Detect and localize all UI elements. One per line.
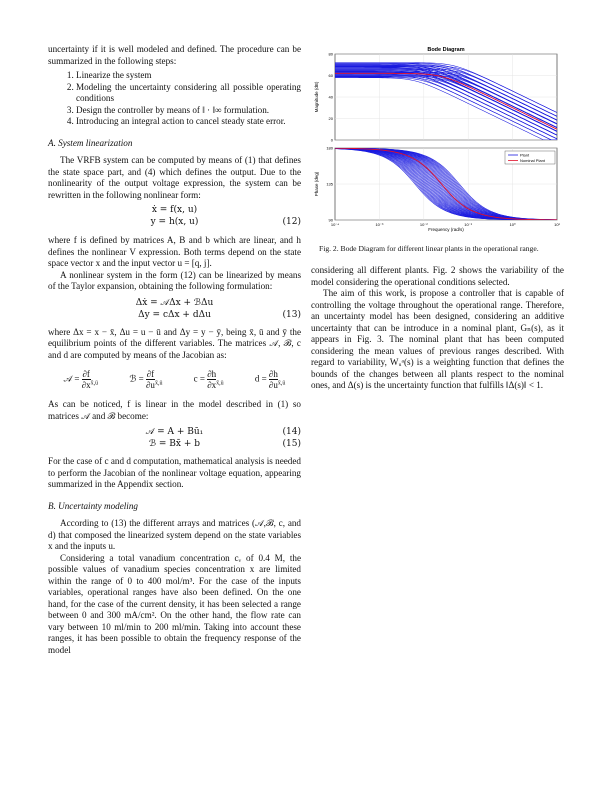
x-tick-label: 10⁻³ xyxy=(375,222,384,227)
equations-14-15 xyxy=(48,427,301,451)
eq13-number: (13) xyxy=(282,309,301,320)
paragraph-b1: According to (13) the different arrays and matrices (𝒜,ℬ, c, and d) that composed the linearized system depend on the state variables x and the inputs u. xyxy=(48,518,301,551)
step-item: 3. Design the controller by means of ‖ · ‖∞ formulation. xyxy=(76,105,301,117)
section-a-title: A. System linearization xyxy=(48,137,133,148)
eq12-line2: y = h(x, u) xyxy=(150,217,199,227)
magnitude-tick-label: 40 xyxy=(328,94,333,100)
paragraph-a4: where Δx = x − x̄, Δu = u − ū and Δy = y − ȳ, being x̄, ū and ȳ the equilibrium points of the different variables. The matrices 𝒜, ℬ, c and d are computed by means of the Jacobian as: xyxy=(48,326,301,360)
phase-axis-label: Phase (deg) xyxy=(314,171,319,197)
step-item: 2. Modeling the uncertainty considering all possible operating conditions xyxy=(76,82,301,105)
phase-tick-label: 135 xyxy=(326,181,333,187)
paragraph-b2: Considering a total vanadium concentration cᵥ of 0.4 M, the possible values of vanadium species concentration x are limited within the range of 0 to 400 mol/m³. For the case of the inputs variables, operational ranges have also been defined. On the one hand, for the case of the current density, it has been selected a range between 0 and 300 mA/cm². On the other hand, the flow rate can vary between 10 ml/min to 200 ml/min. Taking into account these ranges, it has been possible to obtain the frequency response of the model xyxy=(48,552,301,655)
intro-paragraph: uncertainty if it is well modeled and defined. The procedure can be summarized in the following steps: xyxy=(48,44,301,66)
paragraph-a2: where f is defined by matrices A, B and b which are linear, and h defines the nonlinear V expression. Both terms depend on the state space vector x and the input vector u = [q, j]. xyxy=(48,235,301,268)
x-tick-label: 10¹ xyxy=(554,222,560,227)
section-b-title: B. Uncertainty modeling xyxy=(48,500,138,511)
equation-13 xyxy=(48,298,301,322)
legend-nominal-label: Nominal Plant xyxy=(520,158,545,163)
right-column xyxy=(311,44,564,392)
paragraph-a6: For the case of c and d computation, mathematical analysis is needed to perform the Jacobian of the nonlinear voltage equation, appearing summarized in the Appendix section. xyxy=(48,456,301,489)
step-item: 1. Linearize the system xyxy=(76,70,301,82)
eq12-number: (12) xyxy=(282,217,301,227)
paragraph-r2: The aim of this work, is propose a controller that is capable of controlling the voltage throughout the operational range. Therefore, an uncertainty model has been designed, considering an additive uncertainty that can be introduce in a nominal plant, Gₙ(s), as it appears in Fig. 3. The nominal plant that has been computed considering the mean values of previous ranges described. With regard to variability, Wᵤᵃ(s) is a weighting function that defines the bounds of the changes between all plants respect to the nominal ones, and Δ(s) is the uncertainty function that fulfills ‖Δ(s)‖ < 1. xyxy=(311,288,564,390)
paragraph-a3: A nonlinear system in the form (12) can be linearized by means of the Taylor expansion, obtaining the following formulation: xyxy=(48,269,301,291)
step-item: 4. Introducing an integral action to cancel steady state error. xyxy=(76,116,301,128)
eq15-number: (15) xyxy=(282,439,301,449)
paragraph-a5: As can be noticed, f is linear in the model described in (1) so matrices 𝒜 and ℬ become: xyxy=(48,399,301,421)
phase-tick-label: 180 xyxy=(326,145,333,151)
figure-caption: Fig. 2. Bode Diagram for different linear plants in the operational range. xyxy=(319,244,539,253)
jacobian-equations xyxy=(48,365,301,393)
paragraph-a1: The VRFB system can be computed by means of (1) that defines the state space part, and (4) which defines the output. Due to the nonlinearity of the output voltage expression, the system can be rewritten in the following nonlinear form: xyxy=(48,155,301,200)
paragraph-r1: considering all different plants. Fig. 2 shows the variability of the model considering the operational conditions selected. xyxy=(311,265,564,287)
x-tick-label: 10⁻¹ xyxy=(464,222,473,227)
chart-title: Bode Diagram xyxy=(427,47,465,53)
legend-plant-label: Plant xyxy=(520,152,530,158)
phase-tick-label: 90 xyxy=(328,217,333,223)
left-column xyxy=(48,44,301,656)
magnitude-tick-label: 80 xyxy=(328,51,333,57)
x-axis-label: Frequency (rad/s) xyxy=(428,227,464,232)
jacobian-A: 𝒜 = $\frac{\partial f}{\partial x}$ $_{x̄,ū}$ xyxy=(63,368,99,390)
eq13-line2: Δy = cΔx + dΔu xyxy=(138,309,211,320)
bode-diagram-chart xyxy=(311,44,564,240)
equation-12 xyxy=(48,205,301,229)
x-tick-label: 10⁻⁴ xyxy=(330,222,340,227)
magnitude-tick-label: 20 xyxy=(328,116,333,121)
x-tick-label: 10⁰ xyxy=(509,222,516,227)
x-tick-label: 10⁻² xyxy=(419,222,428,227)
eq14: 𝒜 = A + Bū₁ xyxy=(145,427,204,437)
eq12-line1: ẋ = f(x, u) xyxy=(151,205,198,215)
magnitude-axis-label: Magnitude (dB) xyxy=(314,81,319,113)
magnitude-tick-label: 60 xyxy=(328,73,333,78)
eq13-line1: Δẋ = 𝒜Δx + ℬΔu xyxy=(135,297,214,308)
magnitude-tick-label: 0 xyxy=(330,137,333,143)
eq14-number: (14) xyxy=(282,427,301,437)
jacobian-d: d = $\frac{\partial h}{\partial u}$ $_{x̄,ū}$ xyxy=(254,368,286,390)
jacobian-B: ℬ = $\frac{\partial f}{\partial u}$ $_{x̄,ū}$ xyxy=(129,368,163,390)
jacobian-c: c = $\frac{\partial h}{\partial x}$ $_{x̄,ū}$ xyxy=(193,368,224,390)
procedure-steps xyxy=(48,70,301,128)
eq15: ℬ = Bx̄ + b xyxy=(148,439,201,449)
